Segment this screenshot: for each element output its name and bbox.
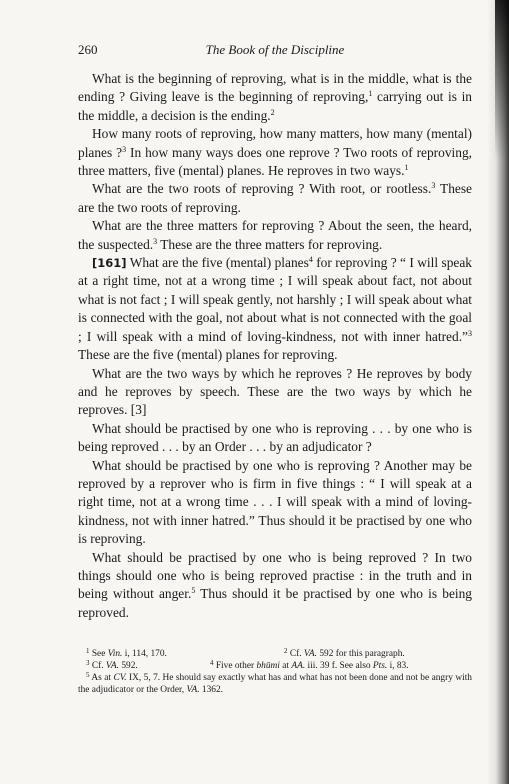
page-header (78, 42, 472, 60)
paragraph-6: What are the two ways by which he reproves ? He reproves by body and he reproves by speech. These are the two ways by which he reproves. [3] (78, 365, 472, 418)
footnote-ref: 3 (153, 236, 158, 246)
footnote-row (78, 648, 472, 660)
page-number: 260 (78, 42, 98, 57)
footnote-ref: 3 (431, 181, 436, 191)
paragraph-9: What should be practised by one who is being reproved ? In two things should one who is being reproved practise : in the truth and in being without anger.$^5$ Thus should it be practised by one who is being reproved. (78, 549, 472, 620)
footnote-1: $^1$ See Vin. i, 114, 170. (86, 647, 167, 659)
footnote-row (78, 660, 472, 672)
paragraph-8: What should be practised by one who is reproving ? Another may be reproved by a reprover who is firm in five things : “ I will speak at a right time, not at a wrong time . . . I will speak with a mind of loving-kindness, not with inner hatred.” Thus should it be practised by one who is reproving. (78, 457, 472, 547)
footnote-ref: 2 (270, 107, 275, 117)
page-edge-top-shadow (495, 0, 509, 160)
footnote-4: $^4$ Five other bhūmi at AA. iii. 39 f. See also Pts. i, 83. (210, 659, 409, 671)
footnote-ref: 4 (308, 255, 313, 265)
main-text (78, 70, 472, 622)
footnotes (78, 648, 472, 696)
footnote-3: $^3$ Cf. VA. 592. (86, 659, 138, 671)
footnote-ref: 1 (404, 163, 409, 173)
paragraph-3: What are the two roots of reproving ? With root, or rootless.$^3$ These are the two roots of reproving. (78, 181, 472, 215)
paragraph-7: What should be practised by one who is reproving . . . by one who is being reproved . . . by an Order . . . by an adjudicator ? (78, 420, 472, 455)
paragraph-2: How many roots of reproving, how many matters, how many (mental) planes ?$^3$ In how many ways does one reprove ? Two roots of reproving, three matters, five (mental) planes. He reproves in two ways.$^1$ (78, 126, 472, 179)
footnote-ref: 3 (122, 144, 127, 154)
paragraph-5: [161] What are the five (mental) planes$^4$ for reproving ? “ I will speak at a right time, not at a wrong time ; I will speak about fact, not about what is not fact ; I will speak gently, not harshly ; I will speak about what is connected with the goal, not about what is not connected with the goal ; I will speak with a mind of loving-kindness, not with inner hatred.”$^3$ These are the five (mental) planes for reproving. (78, 255, 472, 363)
running-title: The Book of the Discipline (205, 42, 345, 57)
footnote-ref: 5 (191, 586, 196, 596)
footnote-2: $^2$ Cf. VA. 592 for this paragraph. (284, 647, 405, 659)
footnote-ref: 1 (368, 89, 373, 99)
footnote-5: $^5$ As at CV. IX, 5, 7. He should say exactly what has and what has not been done and not be angry with the adjudicator or the Order, VA. 1362. (78, 671, 472, 695)
pts-page-marker: [161] (92, 256, 127, 271)
paragraph-4: What are the three matters for reproving ? About the seen, the heard, the suspected.$^3$ These are the three matters for reproving. (78, 218, 472, 252)
footnote-ref: 3 (468, 328, 472, 338)
paragraph-1: What is the beginning of reproving, what is in the middle, what is the ending ? Giving leave is the beginning of reproving,$^1$ carrying out is in the middle, a decision is the ending.$^2$ (78, 71, 472, 123)
